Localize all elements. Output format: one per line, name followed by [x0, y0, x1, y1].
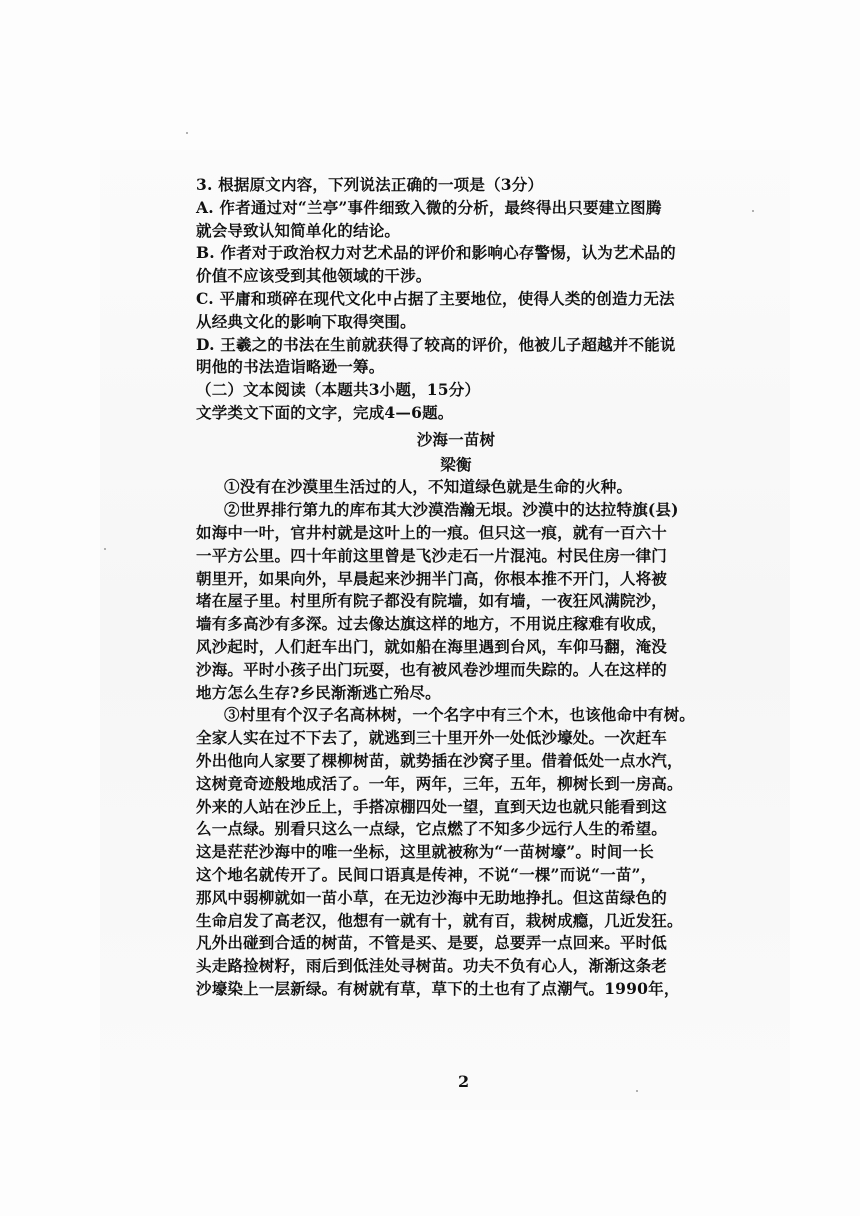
article-author: 梁衡 — [440, 454, 472, 474]
paragraph-2-line: 如海中一叶，官井村就是这叶上的一痕。但只这一痕，就有一百六十 — [196, 522, 668, 542]
paragraph-3-line: 么一点绿。别看只这么一点绿，它点燃了不知多少远行人生的希望。 — [196, 819, 668, 839]
option-c-line2: 从经典文化的影响下取得突围。 — [196, 311, 416, 331]
paragraph-3-line: 那风中弱柳就如一苗小草，在无边沙海中无助地挣扎。但这苗绿色的 — [196, 887, 668, 907]
article-title: 沙海一苗树 — [416, 429, 496, 449]
option-d-line2: 明他的书法造诣略逊一筹。 — [196, 357, 385, 377]
paragraph-3-line: 外出他向人家要了棵柳树苗，就势插在沙窝子里。借着低处一点水汽， — [196, 750, 683, 770]
paragraph-2-line: ②世界排行第九的库布其大沙漠浩瀚无垠。沙漠中的达拉特旗(县) — [224, 500, 679, 520]
paragraph-2-line: 沙海。平时小孩子出门玩耍，也有被风卷沙埋而失踪的。人在这样的 — [196, 659, 668, 679]
scan-speck — [104, 548, 106, 550]
option-d-line1: D. 王羲之的书法在生前就获得了较高的评价，他被儿子超越并不能说 — [196, 334, 676, 354]
paragraph-3-line: 这树竟奇迹般地成活了。一年，两年，三年，五年，柳树长到一房高。 — [196, 773, 683, 793]
scan-speck — [636, 1090, 638, 1092]
option-b-line2: 价值不应该受到其他领域的干涉。 — [196, 266, 432, 286]
page-body — [196, 174, 716, 1001]
paragraph-3-line: ③村里有个汉子名高林树，一个名字中有三个木，也该他命中有树。 — [224, 705, 696, 725]
scan-speck — [752, 210, 754, 212]
section2-heading: （二）文本阅读（本题共3小题，15分） — [196, 380, 481, 400]
paragraph-1: ①没有在沙漠里生活过的人，不知道绿色就是生命的火种。 — [224, 477, 633, 497]
paragraph-3-line: 凡外出碰到合适的树苗，不管是买、是要，总要弄一点回来。平时低 — [196, 933, 668, 953]
option-a-line2: 就会导致认知简单化的结论。 — [196, 220, 401, 240]
option-c-line1: C. 平庸和琐碎在现代文化中占据了主要地位，使得人类的创造力无法 — [196, 288, 675, 308]
question3-stem: 3. 根据原文内容，下列说法正确的一项是（3分） — [196, 175, 544, 194]
paragraph-2-line: 风沙起时，人们赶车出门，就如船在海里遇到台风，车仰马翻，淹没 — [196, 636, 668, 656]
paragraph-2-line: 一平方公里。四十年前这里曾是飞沙走石一片混沌。村民住房一律门 — [196, 545, 668, 565]
paragraph-3-line: 这是茫茫沙海中的唯一坐标，这里就被称为“一苗树壕”。时间一长 — [196, 842, 654, 862]
paragraph-2-line: 堵在屋子里。村里所有院子都没有院墙，如有墙，一夜狂风满院沙， — [196, 591, 668, 611]
section2-instruction: 文学类文下面的文字，完成4—6题。 — [196, 402, 454, 422]
paragraph-3-line: 外来的人站在沙丘上，手搭凉棚四处一望，直到天边也就只能看到这 — [196, 796, 668, 816]
page-number: 2 — [458, 1072, 470, 1091]
paragraph-3-line: 沙壕染上一层新绿。有树就有草，草下的土也有了点潮气。1990年， — [196, 978, 680, 998]
paragraph-3-line: 全家人实在过不下去了，就逃到三十里开外一处低沙壕处。一次赶车 — [196, 728, 668, 748]
paragraph-2-line: 地方怎么生存?乡民渐渐逃亡殆尽。 — [196, 682, 441, 702]
paragraph-3-line: 头走路捡树籽，雨后到低洼处寻树苗。功夫不负有心人，渐渐这条老 — [196, 956, 668, 976]
paragraph-3-line: 这个地名就传开了。民间口语真是传神，不说“一棵”而说“一苗”， — [196, 864, 657, 884]
paragraph-3-line: 生命启发了高老汉，他想有一就有十，就有百，栽树成瘾，几近发狂。 — [196, 910, 683, 930]
paragraph-2-line: 朝里开，如果向外，早晨起来沙拥半门高，你根本推不开门，人将被 — [196, 568, 668, 588]
option-a-line1: A. 作者通过对“兰亭”事件细致入微的分析，最终得出只要建立图腾 — [196, 197, 662, 217]
option-b-line1: B. 作者对于政治权力对艺术品的评价和影响心存警惕，认为艺术品的 — [196, 243, 676, 263]
scan-speck — [186, 132, 188, 134]
paragraph-2-line: 墙有多高沙有多深。过去像达旗这样的地方，不用说庄稼难有收成， — [196, 614, 668, 634]
